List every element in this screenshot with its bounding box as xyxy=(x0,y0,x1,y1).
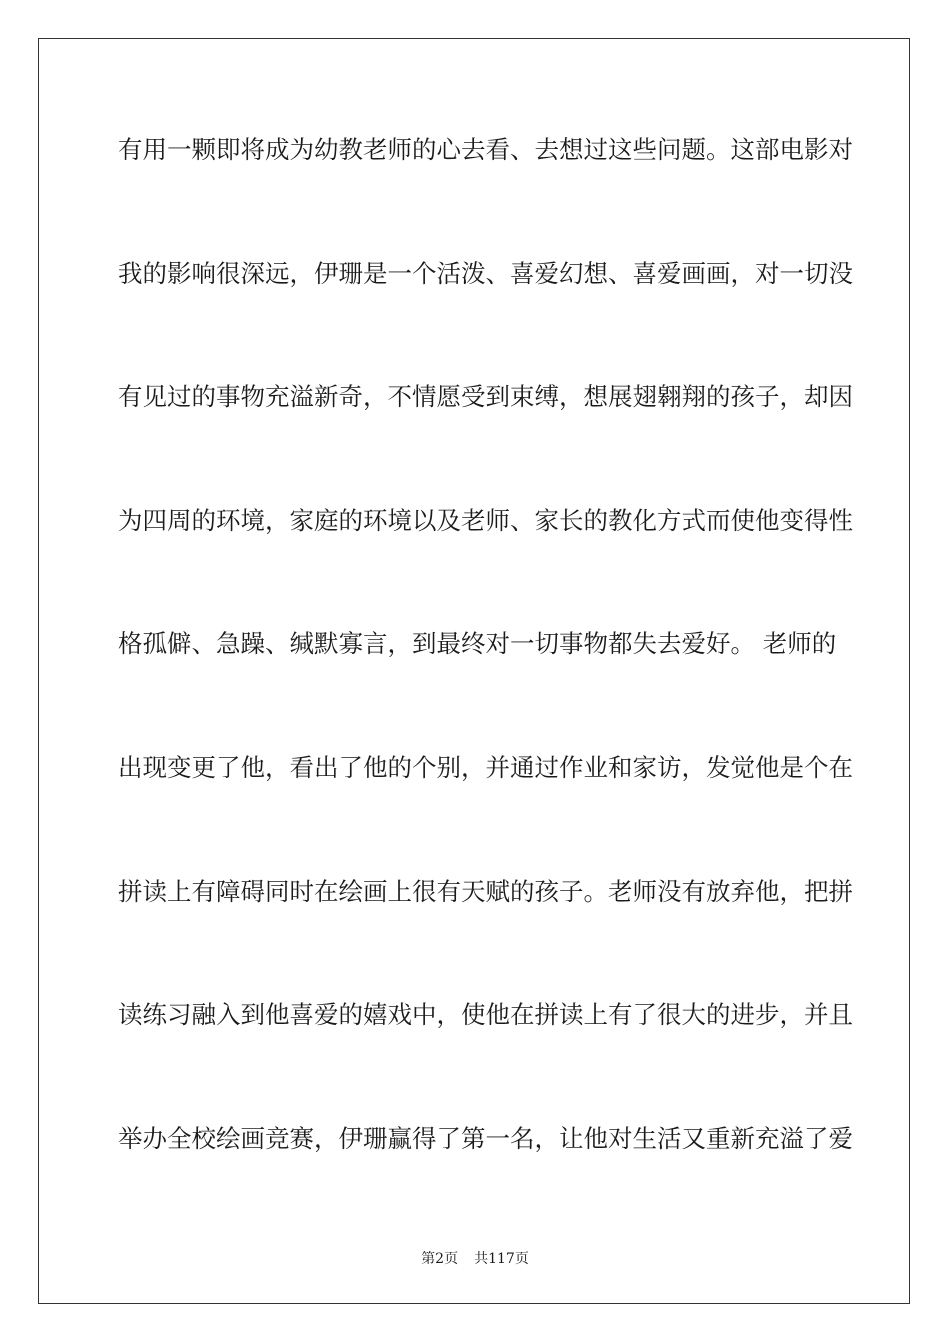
text-line: 我的影响很深远，伊珊是一个活泼、喜爱幻想、喜爱画画，对一切没 xyxy=(118,258,853,288)
text-line: 格孤僻、急躁、缄默寡言，到最终对一切事物都失去爱好。 老师的 xyxy=(118,629,837,659)
page-number: 第2页 xyxy=(421,1251,459,1267)
text-line: 出现变更了他，看出了他的个别，并通过作业和家访，发觉他是个在 xyxy=(118,752,853,782)
text-line: 读练习融入到他喜爱的嬉戏中，使他在拼读上有了很大的进步，并且 xyxy=(118,1000,853,1030)
page-footer xyxy=(0,1248,950,1268)
document-body xyxy=(118,124,853,1236)
text-line: 举办全校绘画竞赛，伊珊赢得了第一名，让他对生活又重新充溢了爱 xyxy=(118,1123,853,1153)
total-pages: 共117页 xyxy=(474,1251,529,1267)
text-line: 为四周的环境，家庭的环境以及老师、家长的教化方式而使他变得性 xyxy=(118,505,853,535)
text-line: 有用一颗即将成为幼教老师的心去看、去想过这些问题。这部电影对 xyxy=(118,135,853,164)
text-line: 拼读上有障碍同时在绘画上很有天赋的孩子。老师没有放弃他，把拼 xyxy=(118,876,853,906)
text-line: 有见过的事物充溢新奇，不情愿受到束缚，想展翅翱翔的孩子，却因 xyxy=(118,382,853,412)
